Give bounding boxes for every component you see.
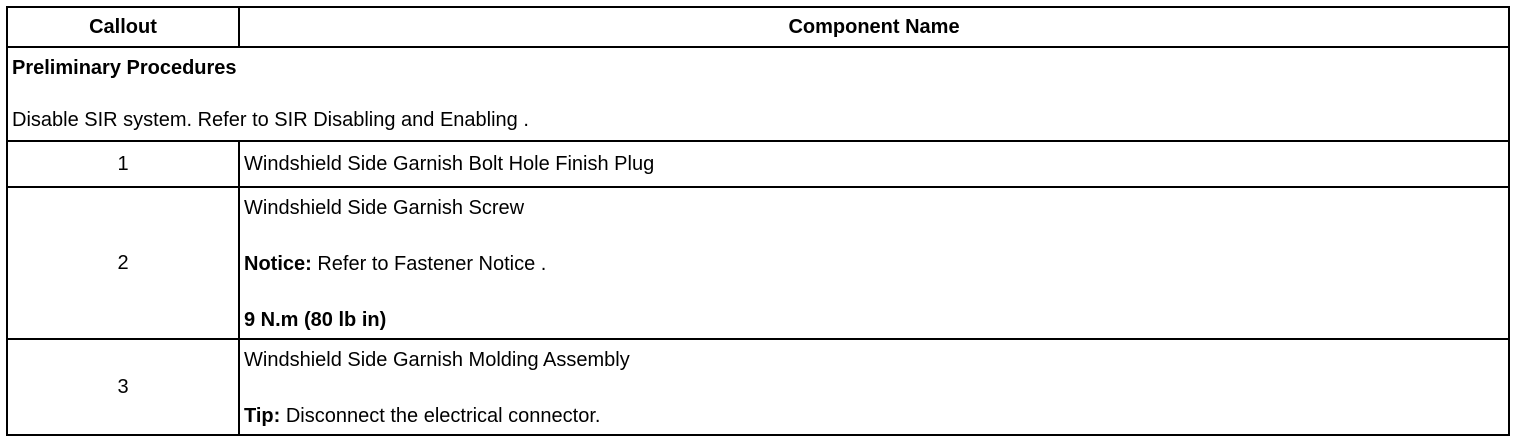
component-name: Windshield Side Garnish Molding Assembly <box>244 349 630 371</box>
notice-label: Notice: <box>244 253 312 275</box>
table-row <box>7 141 1509 187</box>
torque-value: 9 N.m (80 lb in) <box>244 309 387 331</box>
header-row <box>7 7 1509 47</box>
callout-cell: 1 <box>7 141 239 187</box>
callout-header: Callout <box>7 7 239 47</box>
table-row <box>7 339 1509 435</box>
notice-text: Refer to Fastener Notice . <box>311 253 547 275</box>
procedure-table <box>6 6 1510 436</box>
component-name-cell <box>239 141 1509 187</box>
procedure-table-wrapper <box>6 6 1508 436</box>
component-name: Windshield Side Garnish Screw <box>244 197 525 219</box>
preliminary-cell <box>7 47 1509 141</box>
component-name: Windshield Side Garnish Bolt Hole Finish Plug <box>244 153 655 175</box>
tip-text: Disconnect the electrical connector. <box>280 405 601 427</box>
tip-label: Tip: <box>244 405 281 427</box>
notice-line <box>244 250 1504 278</box>
preliminary-title: Preliminary Procedures <box>12 57 237 79</box>
torque-spec <box>244 306 1504 334</box>
preliminary-row <box>7 47 1509 141</box>
tip-line <box>244 402 1504 430</box>
component-name-cell <box>239 187 1509 339</box>
preliminary-text: Disable SIR system. Refer to SIR Disabling and Enabling . <box>12 109 529 131</box>
component-name-cell <box>239 339 1509 435</box>
component-name-header: Component Name <box>239 7 1509 47</box>
callout-cell: 2 <box>7 187 239 339</box>
table-row <box>7 187 1509 339</box>
callout-cell: 3 <box>7 339 239 435</box>
